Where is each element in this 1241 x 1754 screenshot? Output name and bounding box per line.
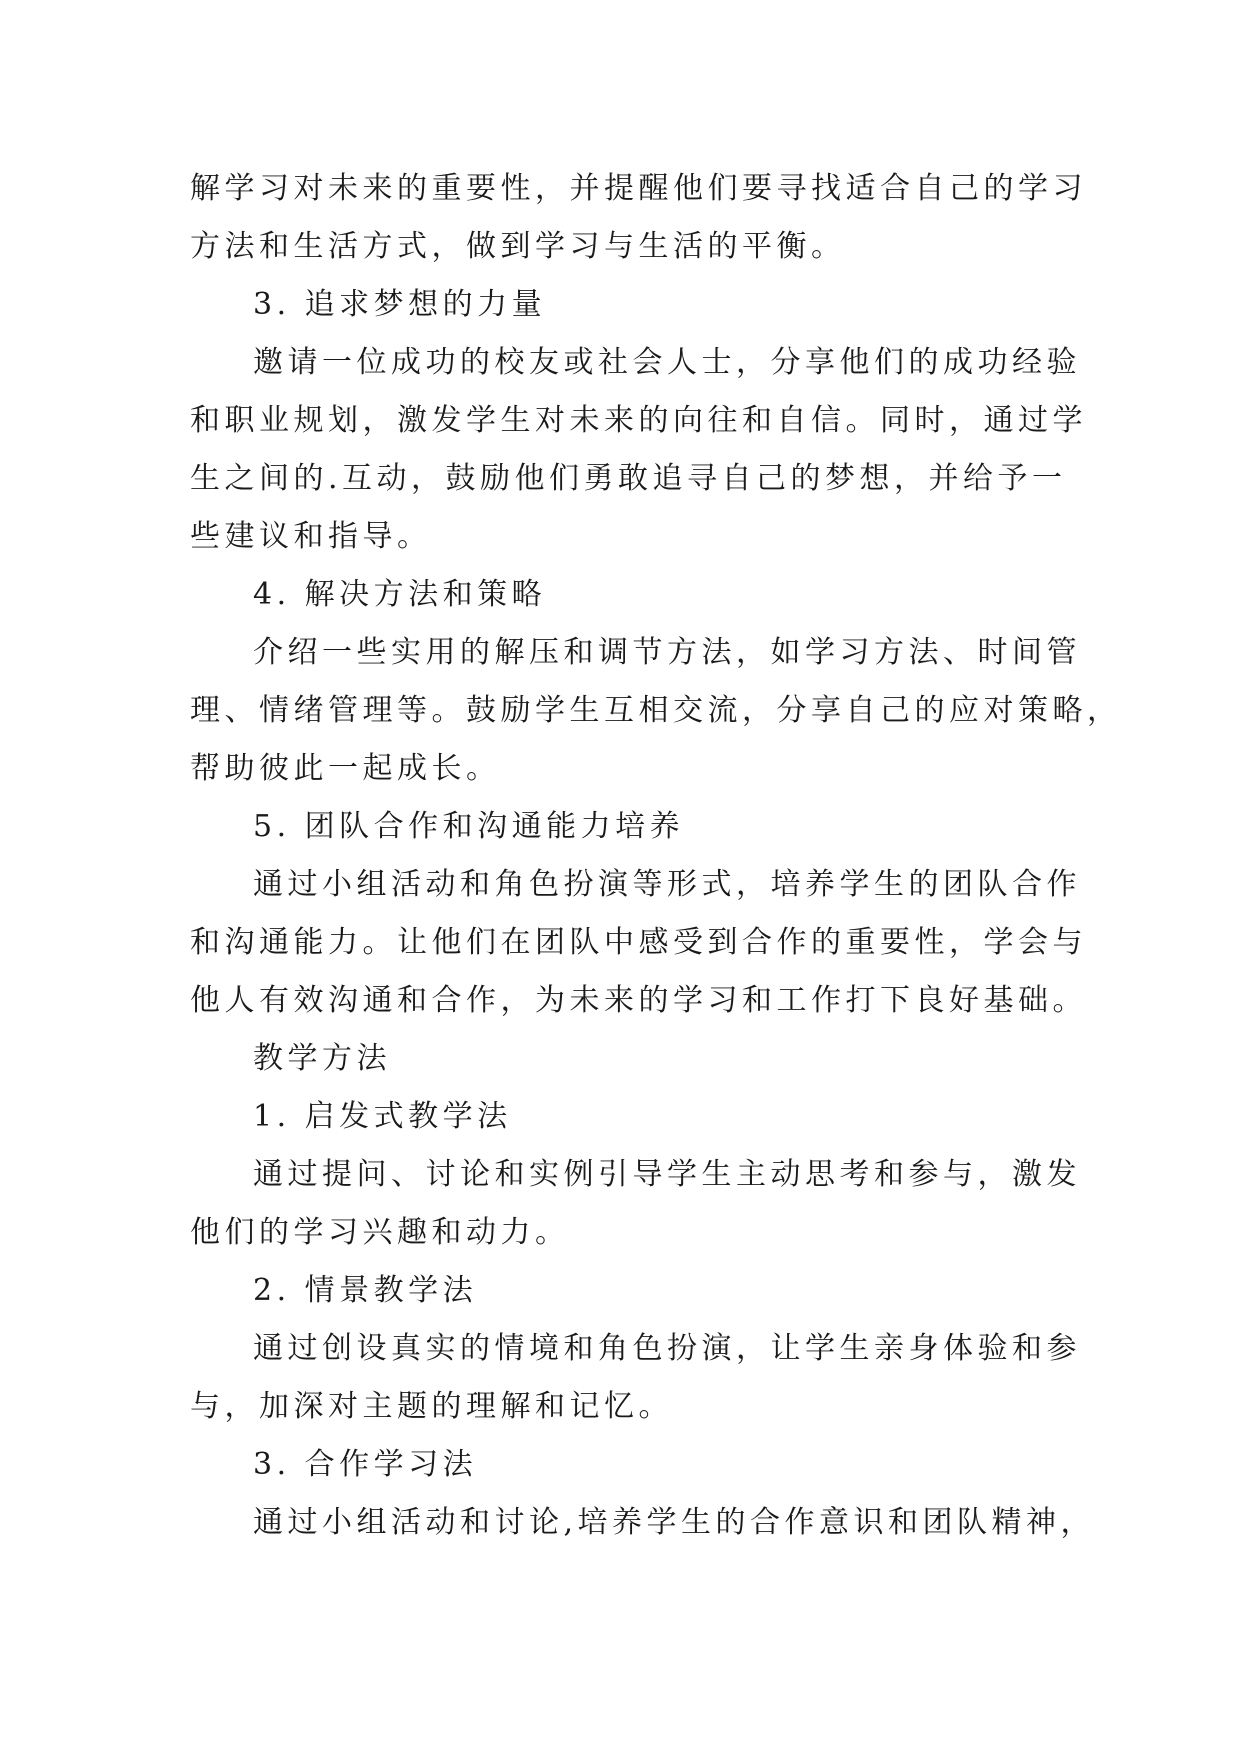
text-line: 通过小组活动和角色扮演等形式，培养学生的团队合作 [253,867,1081,902]
text-line: 和职业规划，激发学生对未来的向往和自信。同时，通过学 [190,403,1087,438]
text-line: 邀请一位成功的校友或社会人士，分享他们的成功经验 [253,345,1081,380]
section-heading: 5. 团队合作和沟通能力培养 [253,809,685,844]
section-heading: 教学方法 [253,1041,391,1076]
text-line: 通过小组活动和讨论,培养学生的合作意识和团队精神， [253,1505,1096,1540]
text-line: 和沟通能力。让他们在团队中感受到合作的重要性，学会与 [190,925,1087,960]
text-line: 介绍一些实用的解压和调节方法，如学习方法、时间管 [253,635,1081,670]
text-line: 些建议和指导。 [190,519,432,554]
section-heading: 4. 解决方法和策略 [253,577,547,612]
text-line: 帮助彼此一起成长。 [190,751,501,786]
text-line: 他们的学习兴趣和动力。 [190,1215,570,1250]
text-line: 与，加深对主题的理解和记忆。 [190,1389,673,1424]
text-line: 通过提问、讨论和实例引导学生主动思考和参与，激发 [253,1157,1081,1192]
text-line: 通过创设真实的情境和角色扮演，让学生亲身体验和参 [253,1331,1081,1366]
text-line: 解学习对未来的重要性，并提醒他们要寻找适合自己的学习 [190,171,1087,206]
text-line: 理、情绪管理等。鼓励学生互相交流，分享自己的应对策略， [190,693,1122,728]
text-line: 他人有效沟通和合作，为未来的学习和工作打下良好基础。 [190,983,1087,1018]
subsection-heading: 2. 情景教学法 [253,1273,478,1308]
subsection-heading: 1. 启发式教学法 [253,1099,512,1134]
text-line: 方法和生活方式，做到学习与生活的平衡。 [190,229,846,264]
text-line: 生之间的.互动，鼓励他们勇敢追寻自己的梦想，并给予一 [190,461,1067,496]
subsection-heading: 3. 合作学习法 [253,1447,478,1482]
section-heading: 3. 追求梦想的力量 [253,287,547,322]
document-body [190,160,1122,1552]
